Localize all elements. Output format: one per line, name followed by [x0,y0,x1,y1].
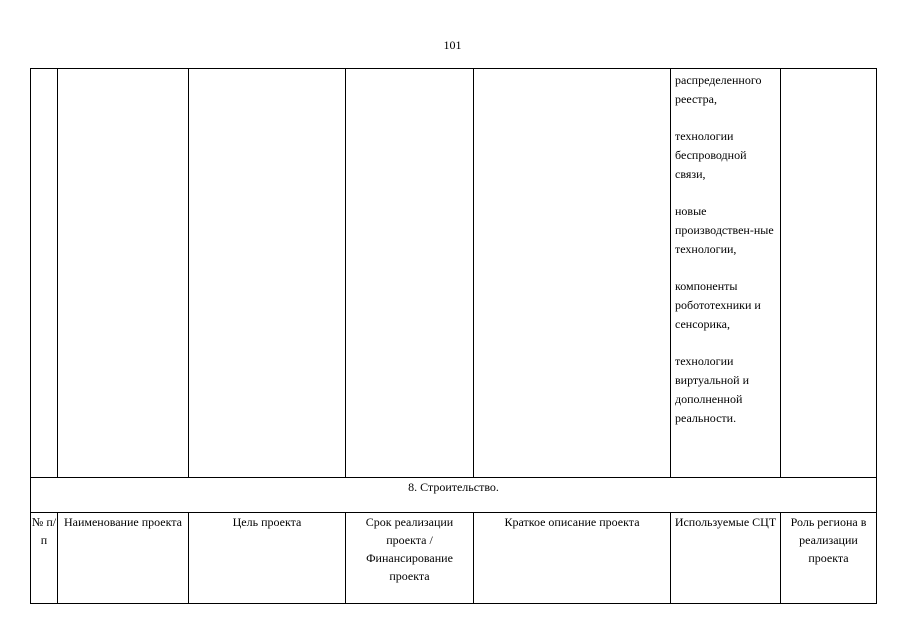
technology-item: компоненты робототехники и сенсорика, [675,279,761,331]
technologies-list [671,69,780,428]
technology-item: новые производствен-ные технологии, [675,204,774,256]
cell-technologies [671,69,781,478]
technology-item: распределенного реестра, [675,73,762,106]
header-description: Краткое описание проекта [474,513,671,604]
cell-region-role [781,69,877,478]
technology-item: технологии беспроводной связи, [675,129,747,181]
technology-item: технологии виртуальной и дополненной реальности. [675,354,750,425]
continuation-row [31,69,877,478]
cell-description [474,69,671,478]
header-term: Срок реализации проекта / Финансирование проекта [346,513,474,604]
projects-table [30,68,877,604]
header-number: № п/п [31,513,58,604]
section-title: 8. Строительство. [31,478,877,513]
page-number: 101 [443,38,462,52]
cell-goal [189,69,346,478]
cell-number [31,69,58,478]
section-row [31,478,877,513]
cell-name [58,69,189,478]
header-row [31,513,877,604]
header-goal: Цель проекта [189,513,346,604]
cell-term [346,69,474,478]
header-region-role: Роль региона в реализации проекта [781,513,877,604]
header-technologies: Используемые СЦТ [671,513,781,604]
header-name: Наименование проекта [58,513,189,604]
